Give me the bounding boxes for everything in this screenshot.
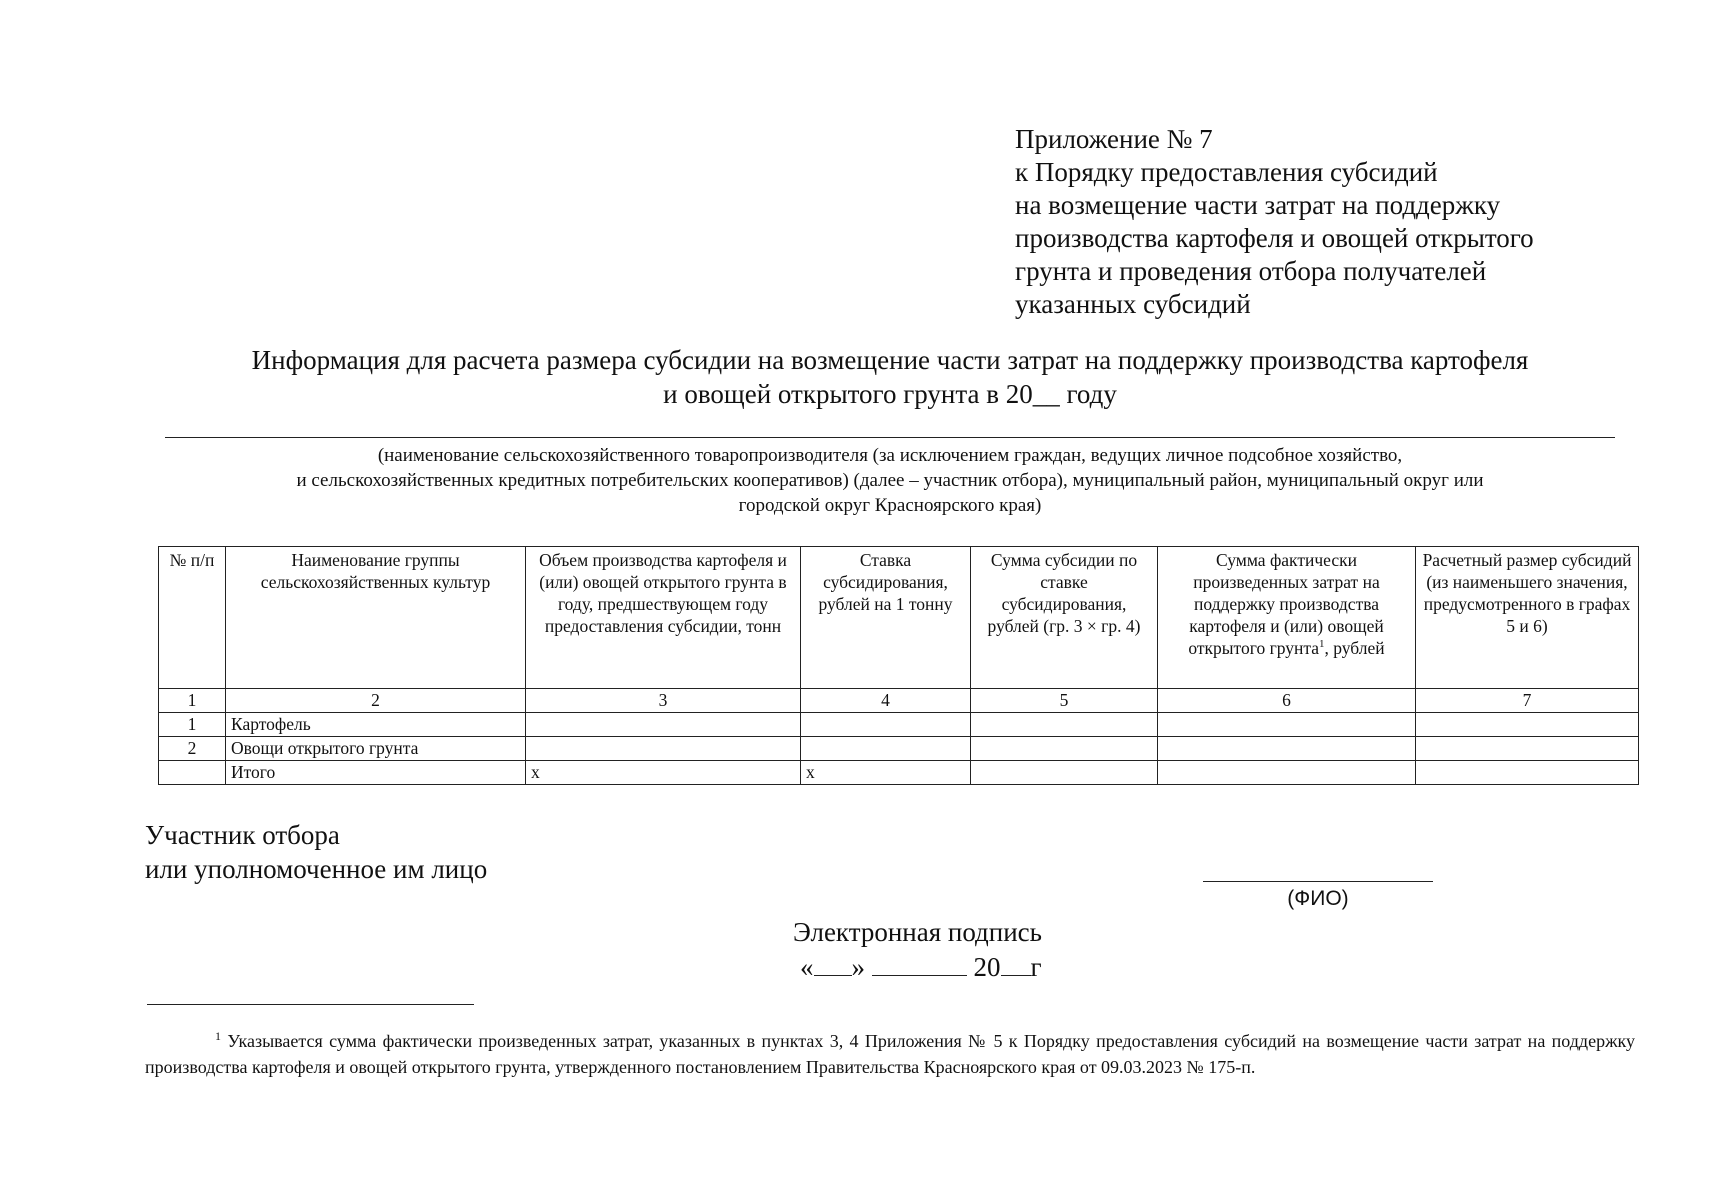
cell-calculated [1416, 761, 1639, 785]
appendix-line: указанных субсидий [1015, 289, 1251, 319]
cell-rate: x [801, 761, 971, 785]
caption-line-2: и сельскохозяйственных кредитных потребительских кооперативов) (далее – участник отбора), муниципальный район, муниципальный округ или [296, 470, 1484, 491]
appendix-line: к Порядку предоставления субсидий [1015, 157, 1438, 187]
cell-actual-costs [1158, 737, 1416, 761]
header-calculated-subsidy: Расчетный размер субсидий (из наименьшего значения, предусмотренного в графах 5 и 6) [1416, 547, 1639, 689]
crop-name: Картофель [226, 713, 526, 737]
column-number: 3 [526, 689, 801, 713]
footnote-text: Указывается сумма фактически произведенных затрат, указанных в пунктах 3, 4 Приложения № 5 к Порядку предоставления субсидий на возмещение части затрат на поддержку производства картофеля и овощей открытого грунта, утвержденного постановлением Правительства Красноярского края от 09.03.2023 № 175-п. [145, 1031, 1635, 1077]
fio-caption: (ФИО) [1287, 887, 1349, 910]
date-close-quote: » [851, 952, 865, 982]
header-number: № п/п [159, 547, 226, 689]
crop-name: Овощи открытого грунта [226, 737, 526, 761]
table-row-vegetables [159, 737, 1639, 761]
title-line-1: Информация для расчета размера субсидии на возмещение части затрат на поддержку производства картофеля [251, 345, 1529, 375]
cell-subsidy-sum [971, 737, 1158, 761]
table-header-row [159, 547, 1639, 689]
cell-volume [526, 713, 801, 737]
column-number: 1 [159, 689, 226, 713]
header-subsidy-sum: Сумма субсидии по ставке субсидирования, рублей (гр. 3 × гр. 4) [971, 547, 1158, 689]
document-title [160, 343, 1620, 411]
year-prefix: 20 [973, 952, 1001, 982]
signer-line-1: Участник отбора [145, 820, 340, 850]
row-number [159, 761, 226, 785]
signer-line-2: или уполномоченное им лицо [145, 854, 488, 884]
cell-volume: x [526, 761, 801, 785]
appendix-line: Приложение № 7 [1015, 124, 1213, 154]
header-actual-costs-tail: , рублей [1324, 638, 1385, 658]
footnote-mark: 1 [1319, 638, 1325, 651]
header-subsidy-rate: Ставка субсидирования, рублей на 1 тонну [801, 547, 971, 689]
subsidy-table [158, 546, 1639, 785]
header-production-volume: Объем производства картофеля и (или) овощей открытого грунта в году, предшествующем году предоставления субсидии, тонн [526, 547, 801, 689]
year-blank [1001, 949, 1031, 976]
month-blank [872, 949, 967, 976]
cell-calculated [1416, 737, 1639, 761]
row-number: 2 [159, 737, 226, 761]
fio-signature-line [1203, 881, 1433, 882]
footnote-separator [147, 1004, 474, 1005]
column-number: 4 [801, 689, 971, 713]
cell-volume [526, 737, 801, 761]
cell-subsidy-sum [971, 761, 1158, 785]
column-number: 2 [226, 689, 526, 713]
table-row-potato [159, 713, 1639, 737]
appendix-header [1015, 123, 1534, 321]
footnote-number: 1 [215, 1029, 221, 1043]
producer-name-underline [165, 437, 1615, 438]
header-actual-costs-text: Сумма фактически произведенных затрат на поддержку производства картофеля и (или) овощей открытого грунта [1188, 550, 1384, 658]
cell-calculated [1416, 713, 1639, 737]
electronic-signature-label: Электронная подпись [793, 917, 1042, 947]
signer-block [145, 818, 487, 886]
column-number-row [159, 689, 1639, 713]
cell-actual-costs [1158, 761, 1416, 785]
caption-line-3: городской округ Красноярского края) [738, 495, 1042, 516]
appendix-line: на возмещение части затрат на поддержку [1015, 190, 1501, 220]
footnote [145, 1028, 1635, 1080]
cell-rate [801, 713, 971, 737]
caption-line-1: (наименование сельскохозяйственного товаропроизводителя (за исключением граждан, ведущих личное подсобное хозяйство, [377, 445, 1403, 466]
column-number: 5 [971, 689, 1158, 713]
cell-actual-costs [1158, 713, 1416, 737]
signature-date [800, 949, 1042, 984]
appendix-line: грунта и проведения отбора получателей [1015, 256, 1487, 286]
row-number: 1 [159, 713, 226, 737]
cell-subsidy-sum [971, 713, 1158, 737]
year-suffix: г [1030, 952, 1042, 982]
crop-name: Итого [226, 761, 526, 785]
date-open-quote: « [800, 952, 814, 982]
column-number: 6 [1158, 689, 1416, 713]
cell-rate [801, 737, 971, 761]
table-row-total [159, 761, 1639, 785]
header-actual-costs [1158, 547, 1416, 689]
day-blank [814, 949, 852, 976]
appendix-line: производства картофеля и овощей открытого [1015, 223, 1534, 253]
header-crop-group: Наименование группы сельскохозяйственных культур [226, 547, 526, 689]
title-line-2: и овощей открытого грунта в 20__ году [663, 379, 1117, 409]
producer-name-caption [165, 443, 1615, 518]
column-number: 7 [1416, 689, 1639, 713]
